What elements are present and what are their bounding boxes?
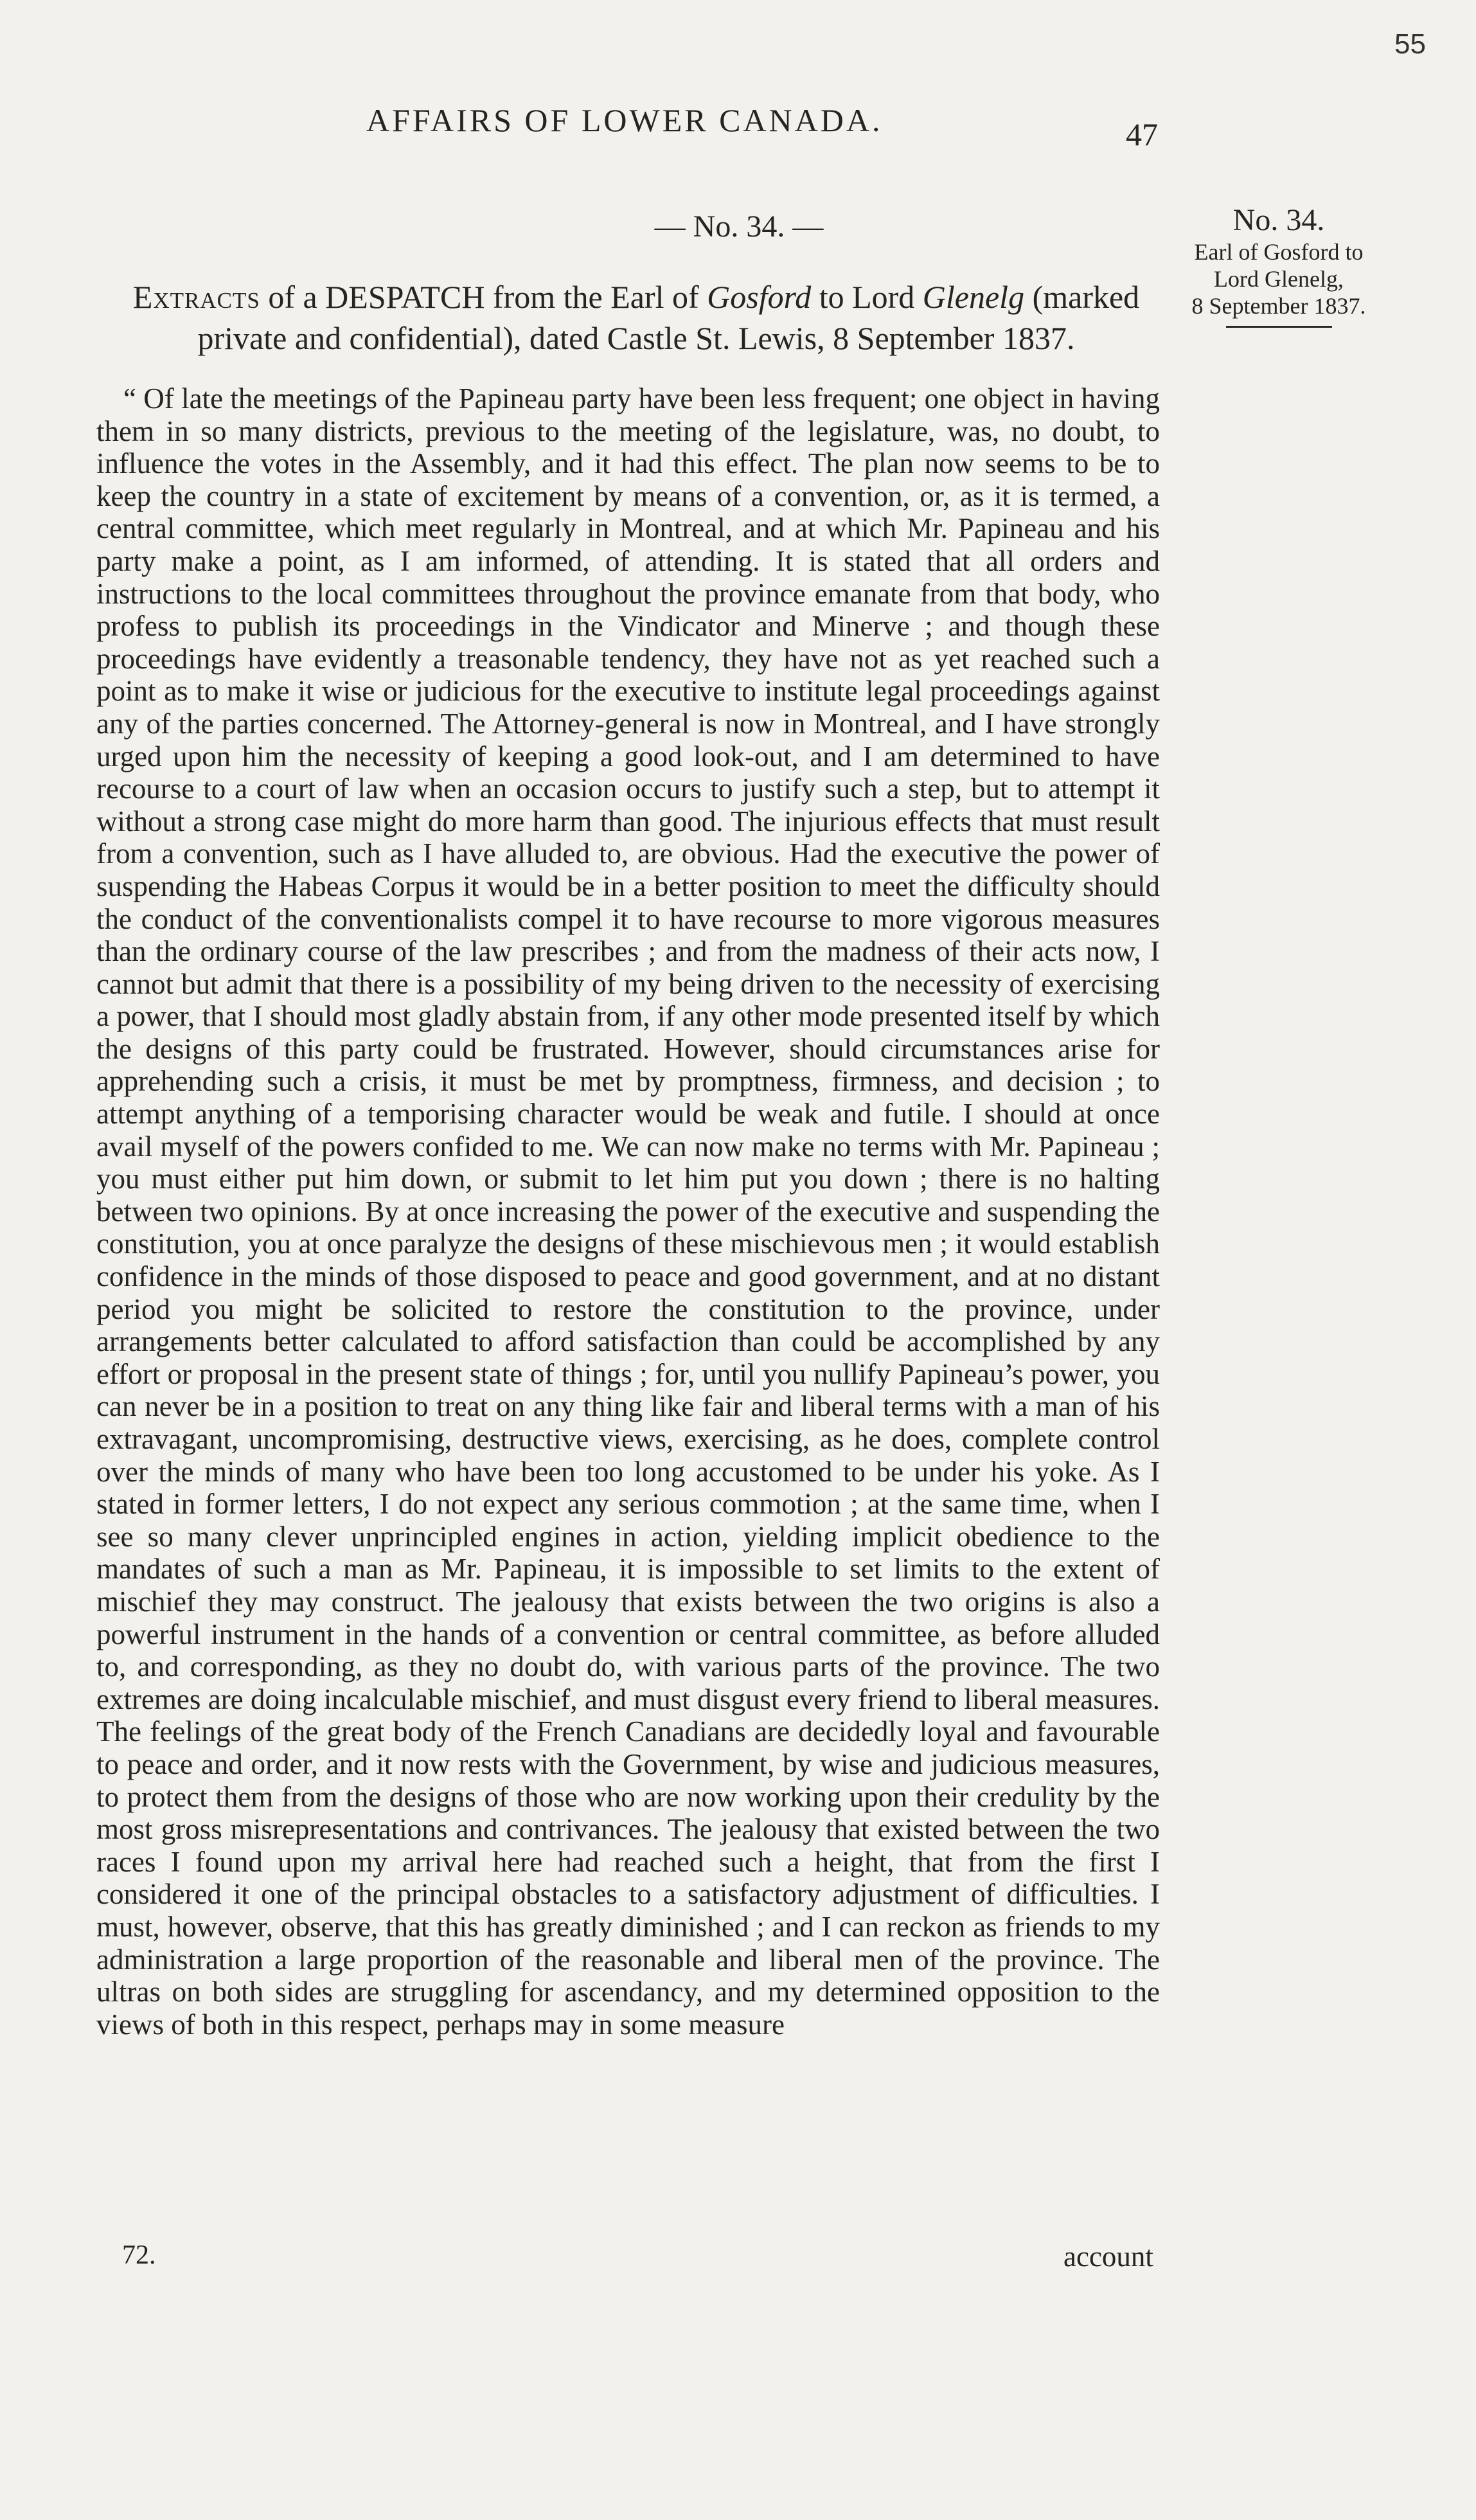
margin-note-rule	[1226, 326, 1332, 328]
margin-note-line-1: Earl of Gosford to	[1194, 239, 1364, 265]
margin-note	[1169, 202, 1388, 328]
margin-note-line-2: Lord Glenelg,	[1214, 266, 1344, 292]
title-name-gosford: Gosford	[707, 279, 812, 315]
despatch-title	[96, 276, 1176, 359]
catchword: account	[1063, 2240, 1153, 2273]
page-number: 47	[1126, 116, 1158, 152]
title-text-2: to Lord	[811, 279, 923, 315]
title-text-1: of a DESPATCH from the Earl of	[260, 279, 707, 315]
despatch-body: “ Of late the meetings of the Papineau party have been less frequent; one object in having them in so many districts, previous to the meeting of the legislature, was, no doubt, to influence the votes in the Assembly, and it had this effect. The plan now seems to be to keep the country in a state of excitement by means of a convention, or, as it is termed, a central committee, which meet regularly in Montreal, and at which Mr. Papineau and his party make a point, as I am informed, of attending. It is stated that all orders and instructions to the local committees throughout the province emanate from that body, who profess to publish its proceedings in the Vindicator and Minerve ; and though these proceedings have evidently a treasonable tendency, they have not as yet reached such a point as to make it wise or judicious for the executive to institute legal proceedings against any of the parties concerned. The Attorney-general is now in Montreal, and I have strongly urged upon him the necessity of keeping a good look-out, and I am determined to have recourse to a court of law when an occasion occurs to justify such a step, but to attempt it without a strong case might do more harm than good. The injurious effects that must result from a convention, such as I have alluded to, are obvious. Had the executive the power of suspending the Habeas Corpus it would be in a better position to meet the difficulty should the conduct of the conventionalists compel it to have recourse to more vigorous measures than the ordinary course of the law prescribes ; and from the madness of their acts now, I cannot but admit that there is a possibility of my being driven to the necessity of exercising a power, that I should most gladly abstain from, if any other mode presented itself by which the designs of this party could be frustrated. However, should circumstances arise for apprehending such a crisis, it must be met by promptness, firmness, and decision ; to attempt anything of a temporising character would be weak and futile. I should at once avail myself of the powers confided to me. We can now make no terms with Mr. Papineau ; you must either put him down, or submit to let him put you down ; there is no halting between two opinions. By at once increasing the power of the executive and suspending the constitution, you at once paralyze the designs of these mischievous men ; it would establish confidence in the minds of those disposed to peace and good government, and at no distant period you might be solicited to restore the constitution to the province, under arrangements better calculated to afford satisfaction than could be accomplished by any effort or proposal in the present state of things ; for, until you nullify Papineau’s power, you can never be in a position to treat on any thing like fair and liberal terms with a man of his extravagant, uncompromising, destructive views, exercising, as he does, complete control over the minds of many who have been too long accustomed to be under his yoke. As I stated in former letters, I do not expect any serious commotion ; at the same time, when I see so many clever unprincipled engines in action, yielding implicit obedience to the mandates of such a man as Mr. Papineau, it is impossible to set limits to the extent of mischief they may construct. The jealousy that exists between the two origins is also a powerful instrument in the hands of a convention or central committee, as before alluded to, and corresponding, as they no doubt do, with various parts of the province. The two extremes are doing incalculable mischief, and must disgust every friend to liberal measures. The feelings of the great body of the French Canadians are decidedly loyal and favourable to peace and order, and it now rests with the Government, by wise and judicious measures, to protect them from the designs of those who are now working upon their credulity by the most gross misrepresentations and contrivances. The jealousy that existed between the two races I found upon my arrival here had reached such a height, that from the first I considered it one of the principal obstacles to a satisfactory adjustment of difficulties. I must, however, observe, that this has greatly diminished ; and I can reckon as friends to my administration a large proportion of the reasonable and liberal men of the province. The ultras on both sides are struggling for ascendancy, and my determined opposition to the views of both in this respect, perhaps may in some measure	[96, 382, 1160, 2041]
title-name-glenelg: Glenelg	[922, 279, 1025, 315]
despatch-number: — No. 34. —	[654, 210, 824, 244]
signature-mark: 72.	[122, 2240, 156, 2270]
running-head: AFFAIRS OF LOWER CANADA.	[366, 102, 883, 138]
outer-page-number: 55	[1394, 28, 1426, 60]
title-extracts: Extracts	[132, 279, 260, 315]
margin-note-line-3: 8 September 1837.	[1191, 293, 1366, 319]
title-text-3: (marked private and confidential), dated Castle St. Lewis, 8 September 1837.	[197, 279, 1140, 356]
margin-note-number: No. 34.	[1232, 203, 1325, 237]
